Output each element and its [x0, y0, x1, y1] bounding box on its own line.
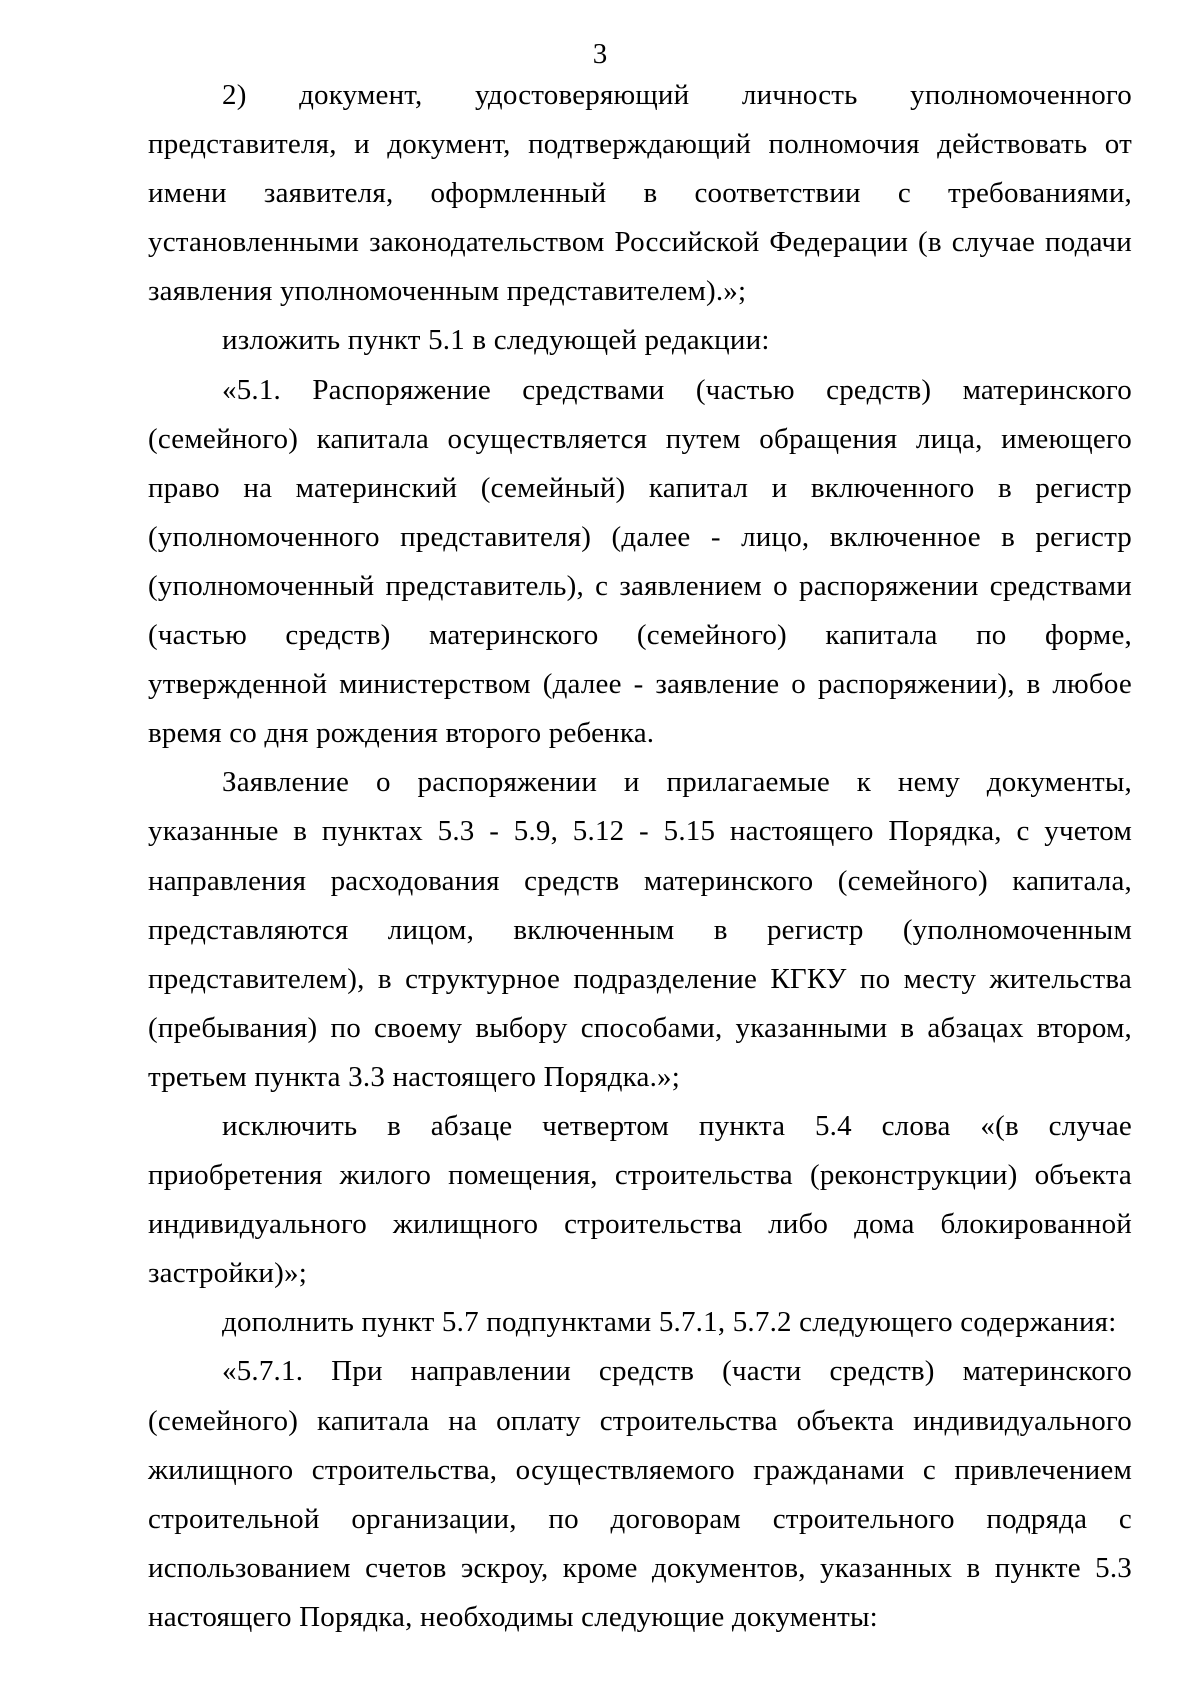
paragraph-clause-5-7-1: «5.7.1. При направлении средств (части средств) материнского (семейного) капитала на оплату строительства объекта индивидуального жилищного строительства, осуществляемого гражданами с привлечением строительной организации, по договорам строительного подряда с использованием счетов эскроу, кроме документов, указанных в пункте 5.3 настоящего Порядка, необходимы следующие документы:: [148, 1355, 1132, 1633]
page-number: 3: [592, 38, 608, 70]
paragraph-supplement-5-7: дополнить пункт 5.7 подпунктами 5.7.1, 5.7.2 следующего содержания:: [222, 1306, 1117, 1339]
paragraph-exclude-5-4: исключить в абзаце четвертом пункта 5.4 слова «(в случае приобретения жилого помещения, строительства (реконструкции) объекта индивидуального жилищного строительства либо дома блокированной застройки)»;: [148, 1109, 1132, 1290]
document-body: [148, 71, 1132, 1642]
paragraph-clause-5-1: «5.1. Распоряжение средствами (частью средств) материнского (семейного) капитала осуществляется путем обращения лица, имеющего право на материнский (семейный) капитал и включенного в регистр (уполномоченного представителя) (далее - лицо, включенное в регистр (уполномоченный представитель), с заявлением о распоряжении средствами (частью средств) материнского (семейного) капитала по форме, утвержденной министерством (далее - заявление о распоряжении), в любое время со дня рождения второго ребенка.: [148, 373, 1132, 750]
paragraph-amend-5-1: изложить пункт 5.1 в следующей редакции:: [222, 324, 770, 357]
paragraph-application-submission: Заявление о распоряжении и прилагаемые к нему документы, указанные в пунктах 5.3 - 5.9, 5.12 - 5.15 настоящего Порядка, с учетом направления расходования средств материнского (семейного) капитала, представляются лицом, включенным в регистр (уполномоченным представителем), в структурное подразделение КГКУ по месту жительства (пребывания) по своему выбору способами, указанными в абзацах втором, третьем пункта 3.3 настоящего Порядка.»;: [148, 766, 1132, 1093]
paragraph-representative-documents: 2) документ, удостоверяющий личность уполномоченного представителя, и документ, подтверждающий полномочия действовать от имени заявителя, оформленный в соответствии с требованиями, установленными законодательством Российской Федерации (в случае подачи заявления уполномоченным представителем).»;: [148, 79, 1132, 308]
